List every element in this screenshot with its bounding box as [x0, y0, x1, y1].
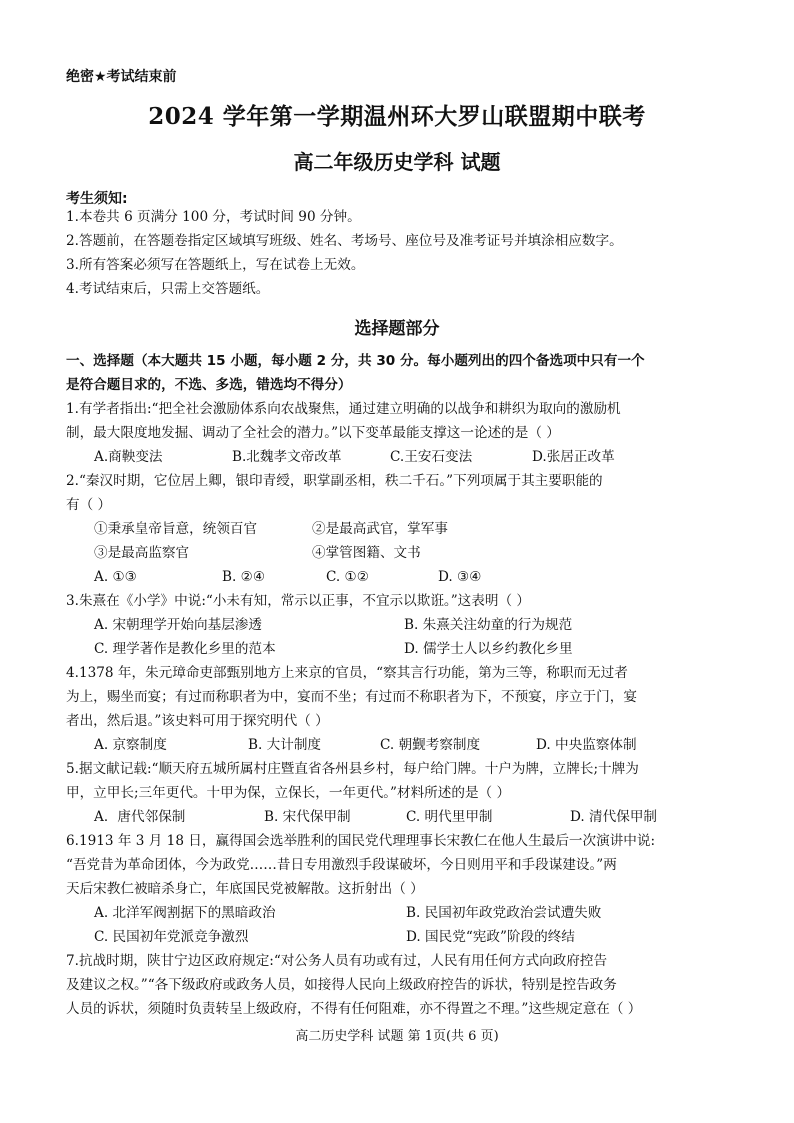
question-5-option-d: D. 清代保甲制: [570, 809, 658, 825]
question-2-statement: ③是最高监察官: [94, 545, 190, 561]
question-6-option-a: A. 北洋军阀割据下的黑暗政治: [94, 905, 276, 921]
question-5-option-b: B. 宋代保甲制: [264, 809, 351, 825]
question-1-text: 1.有学者指出:“把全社会激励体系向农战聚焦，通过建立明确的以战争和耕织为取向的激励机: [66, 401, 621, 417]
question-2-option-a: A. ①③: [94, 569, 137, 585]
question-3-option-a: A. 宋朝理学开始向基层渗透: [94, 617, 262, 633]
question-7-text: 7.抗战时期，陕甘宁边区政府规定:“对公务人员有功或有过，人民有用任何方式向政府控告: [66, 953, 608, 969]
exam-title: 2024 学年第一学期温州环大罗山联盟期中联考: [148, 103, 646, 130]
question-3-option-c: C. 理学著作是教化乡里的范本: [94, 641, 276, 657]
question-6-text: “吾党昔为革命团体，今为政党……昔日专用激烈手段谋破坏，今日则用平和手段谋建设。”两: [66, 857, 617, 873]
section-instruction: 一、选择题（本大题共 15 小题，每小题 2 分，共 30 分。每小题列出的四个备选项中只有一个: [66, 353, 645, 369]
question-5-option-c: C. 明代里甲制: [406, 809, 493, 825]
notice-item: 2.答题前，在答题卷指定区域填写班级、姓名、考场号、座位号及准考证号并填涂相应数字。: [66, 233, 623, 249]
question-4-text: 为上，赐坐而宴；有过而称职者为中，宴而不坐；有过而不称职者为下，不预宴，序立于门，宴: [66, 689, 637, 705]
question-2-option-c: C. ①②: [326, 569, 369, 585]
question-1-option-d: D.张居正改革: [532, 449, 615, 465]
question-6-option-b: B. 民国初年政党政治尝试遭失败: [406, 905, 602, 921]
question-1-option-c: C.王安石变法: [390, 449, 473, 465]
question-1-option-b: B.北魏孝文帝改革: [232, 449, 342, 465]
question-2-text: 有（ ）: [66, 497, 112, 513]
question-2-statement: ①秉承皇帝旨意，统领百官: [94, 521, 258, 537]
exam-subtitle: 高二年级历史学科 试题: [293, 150, 501, 174]
question-4-option-b: B. 大计制度: [248, 737, 322, 753]
question-2-statement: ④掌管图籍、文书: [312, 545, 421, 561]
question-5-option-a: A．唐代邻保制: [94, 809, 186, 825]
question-4-text: 4.1378 年，朱元璋命吏部甄别地方上来京的官员，“察其言行功能，第为三等，称职而无过者: [66, 665, 628, 681]
notice-item: 1.本卷共 6 页满分 100 分，考试时间 90 分钟。: [66, 209, 361, 225]
question-6-option-c: C. 民国初年党派竞争激烈: [94, 929, 249, 945]
question-2-statement: ②是最高武官，掌军事: [312, 521, 448, 537]
question-7-text: 人员的诉状，须随时负责转呈上级政府，不得有任何阻难，亦不得置之不理。”这些规定意在（ ）: [66, 1001, 642, 1017]
question-4-text: 者出，然后退。”该史料可用于探究明代（ ）: [66, 713, 329, 729]
question-2-option-b: B. ②④: [222, 569, 266, 585]
question-4-option-d: D. 中央监察体制: [536, 737, 637, 753]
question-7-text: 及建议之权。”“各下级政府或政务人员，如接得人民向上级政府控告的诉状，特别是控告政务: [66, 977, 617, 993]
question-5-text: 甲，立甲长;三年更代。十甲为保，立保长，一年更代。”材料所述的是（ ）: [66, 785, 511, 801]
question-1-text: 制，最大限度地发掘、调动了全社会的潜力。”以下变革最能支撑这一论述的是（ ）: [66, 425, 560, 441]
notice-heading: 考生须知:: [66, 191, 128, 207]
question-5-text: 5.据文献记载:“顺天府五城所属村庄暨直省各州县乡村，每户给门牌。十户为牌，立牌长;十牌为: [66, 761, 639, 777]
question-4-option-a: A. 京察制度: [94, 737, 167, 753]
notice-item: 3.所有答案必须写在答题纸上，写在试卷上无效。: [66, 257, 365, 273]
question-3-text: 3.朱熹在《小学》中说:“小未有知，常示以正事，不宜示以欺诳。”这表明（ ）: [66, 593, 530, 609]
question-6-text: 6.1913 年 3 月 18 日，赢得国会选举胜利的国民党代理理事长宋教仁在他人生最后一次演讲中说:: [66, 833, 656, 849]
question-3-option-d: D. 儒学士人以乡约教化乡里: [404, 641, 573, 657]
question-6-option-d: D. 国民党“宪政”阶段的终结: [406, 929, 575, 945]
page-footer: 高二历史学科 试题 第 1页(共 6 页): [295, 1029, 499, 1044]
question-1-option-a: A.商鞅变法: [94, 449, 163, 465]
question-4-option-c: C. 朝觐考察制度: [380, 737, 481, 753]
section-instruction: 是符合题目求的，不选、多选，错选均不得分）: [66, 377, 352, 393]
question-6-text: 天后宋教仁被暗杀身亡，年底国民党被解散。这折射出（ ）: [66, 881, 424, 897]
question-3-option-b: B. 朱熹关注幼童的行为规范: [404, 617, 573, 633]
question-2-text: 2.“秦汉时期，它位居上卿，银印青绶，职掌副丞相，秩二千石。”下列项属于其主要职能的: [66, 473, 603, 489]
notice-item: 4.考试结束后，只需上交答题纸。: [66, 281, 270, 297]
question-2-option-d: D. ③④: [438, 569, 482, 585]
section-title: 选择题部分: [354, 319, 440, 339]
secret-mark: 绝密★考试结束前: [66, 69, 177, 85]
